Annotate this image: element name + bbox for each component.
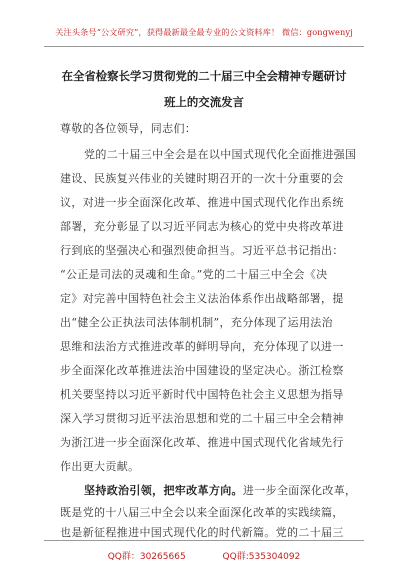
- footer-qq-group-2: QQ群:535304092: [222, 552, 301, 562]
- document-title-line-1: 在全省检察长学习贯彻党的二十届三中全会精神专题研讨: [61, 69, 347, 83]
- paragraph-1-line-1: 党的二十届三中全会是在以中国式现代化全面推进强国: [84, 148, 357, 161]
- paragraph-1-line-12: 深入学习贯彻习近平法治思想和党的二十届三中全会精神: [60, 412, 344, 425]
- paragraph-1-line-2: 建设、民族复兴伟业的关键时期召开的一次十分重要的会: [60, 172, 344, 185]
- document-title-line-2: 班上的交流发言: [164, 95, 244, 109]
- paragraph-1-line-9: 思维和法治方式推进改革的鲜明导向，充分体现了以进一: [60, 340, 344, 353]
- footer-contacts: [44, 549, 364, 562]
- paragraph-2-heading: 坚持政治引领，把牢改革方向。: [84, 484, 243, 497]
- paragraph-1-line-4: 部署，充分彰显了以习近平同志为核心的党中央将改革进: [60, 220, 344, 233]
- header-divider: [44, 46, 364, 47]
- paragraph-1-line-11: 机关要坚持以习近平新时代中国特色社会主义思想为指导: [60, 388, 344, 401]
- header-banner: 关注头条号“公文研究”，获得最新最全最专业的公文资料库！ 微信：gongwenyj: [55, 27, 353, 37]
- paragraph-1-line-14: 作出更大贡献。: [60, 460, 140, 473]
- paragraph-1-line-5: 行到底的坚强决心和强烈使命担当。习近平总书记指出：: [60, 244, 344, 257]
- salutation: 尊敬的各位领导，同志们：: [60, 122, 197, 135]
- paragraph-1-line-7: 定》对完善中国特色社会主义法治体系作出战略部署，提: [60, 292, 344, 305]
- paragraph-2-line-3: 也是新征程推进中国式现代化的时代新篇。党的二十届三: [60, 526, 344, 539]
- paragraph-2-line-2: 既是党的十八届三中全会以来全面深化改革的实践续篇，: [60, 506, 344, 519]
- paragraph-1-line-8: 出“健全公正执法司法体制机制”，充分体现了运用法治: [60, 316, 333, 329]
- paragraph-1-line-3: 议，对进一步全面深化改革、推进中国式现代化作出系统: [60, 196, 344, 209]
- paragraph-1-line-6: “公正是司法的灵魂和生命。”党的二十届三中全会《决: [60, 268, 328, 281]
- paragraph-2-line-1-text: 进一步全面深化改革，: [242, 484, 357, 497]
- paragraph-2-line-1: [84, 484, 357, 498]
- footer-divider: [44, 540, 364, 541]
- footer-qq-group-1: QQ群：30265665: [107, 552, 186, 562]
- paragraph-1-line-10: 步全面深化改革推进法治中国建设的坚定决心。浙江检察: [60, 364, 344, 377]
- paragraph-1-line-13: 为浙江进一步全面深化改革、推进中国式现代化省域先行: [60, 436, 344, 449]
